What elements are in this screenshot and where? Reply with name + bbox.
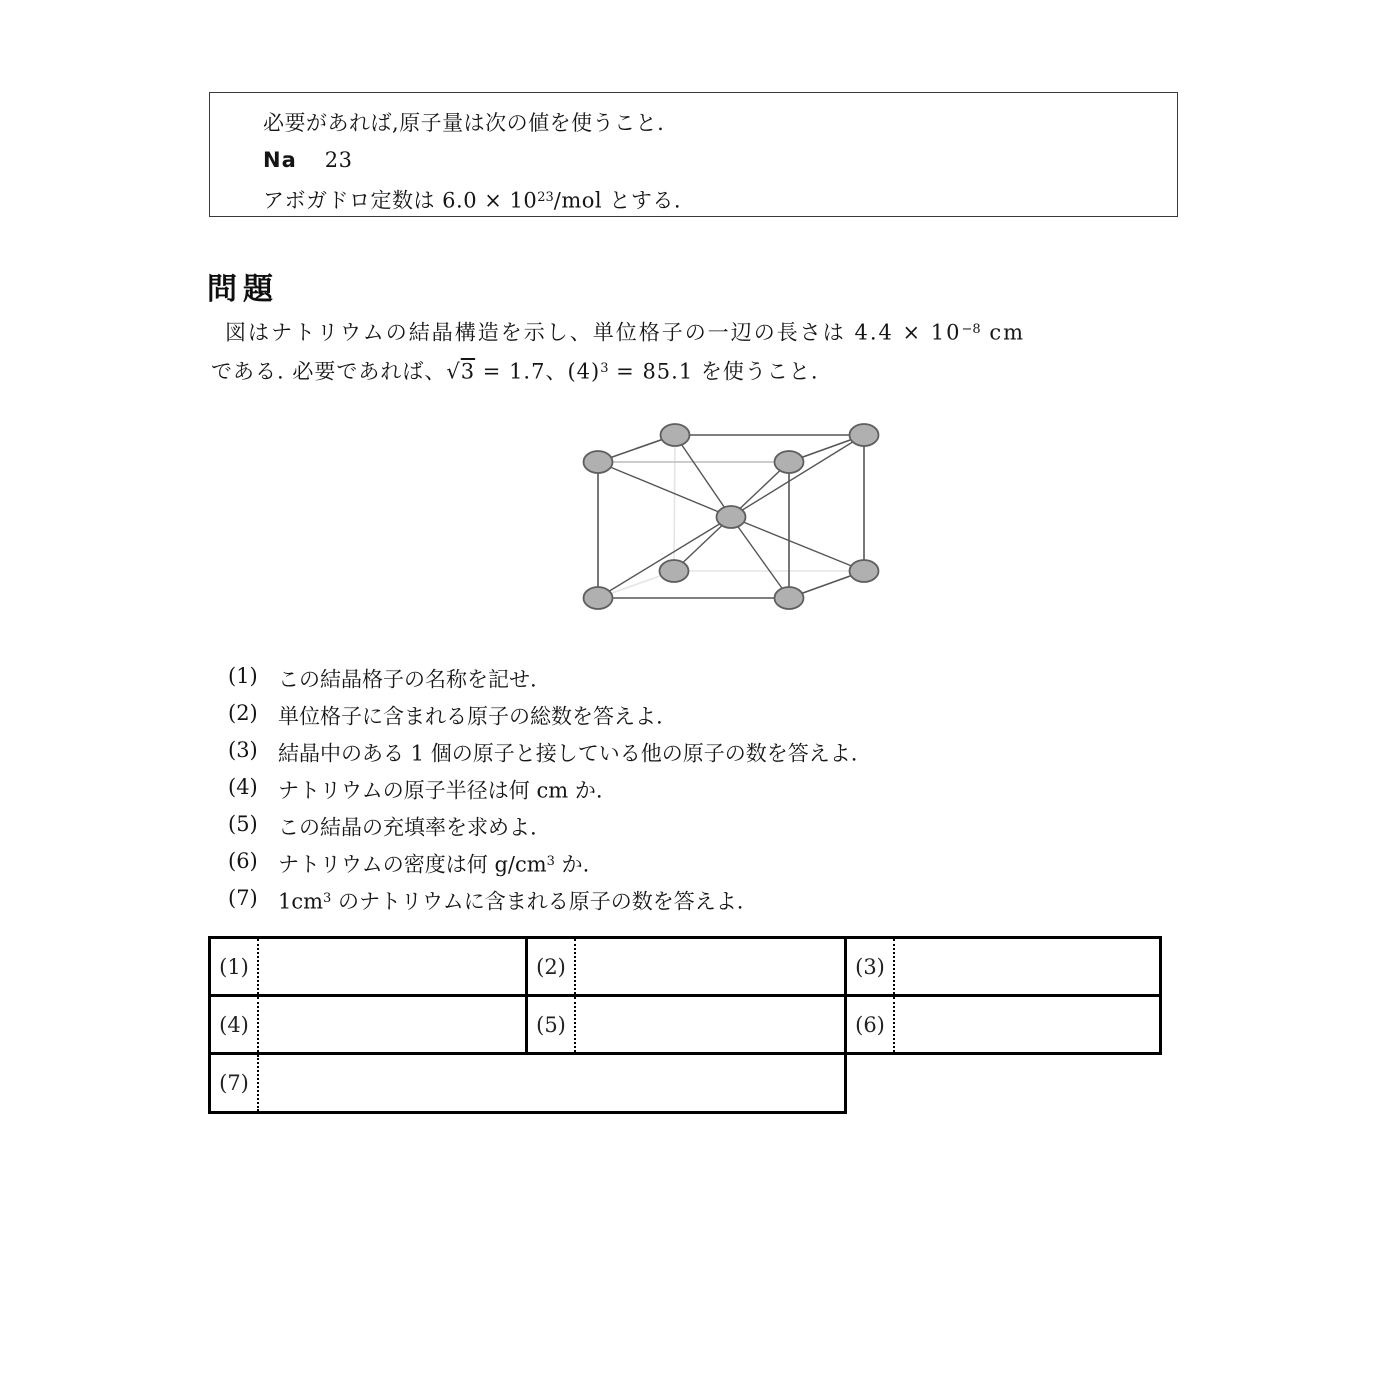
question-number: (4) xyxy=(228,775,258,799)
answer-label-1: (1) xyxy=(219,954,249,979)
sqrt-sign: √ xyxy=(446,359,461,383)
answer-cell-4 xyxy=(210,996,527,1054)
atom-bottom-front-right xyxy=(775,587,804,609)
answer-row-3 xyxy=(210,1054,1161,1113)
dotted-divider xyxy=(574,997,576,1052)
avogadro-exponent: 23 xyxy=(537,190,554,205)
cell-edge-exponent: −8 xyxy=(961,322,981,337)
answer-row-1 xyxy=(210,938,1161,996)
answer-cell-6 xyxy=(846,996,1161,1054)
dotted-divider xyxy=(893,939,895,994)
question-number: (3) xyxy=(228,738,258,762)
question-7: (7) $1cm^3$ のナトリウムに含まれる原子の数を答えよ. xyxy=(228,882,1188,919)
intro-line-2: である. 必要であれば、√3 = 1.7、$(4)^3 = 85.1$ を使うこと. xyxy=(211,359,819,383)
answer-label-3: (3) xyxy=(855,954,885,979)
answer-table-empty-area xyxy=(846,1054,1161,1113)
dotted-divider xyxy=(893,997,895,1052)
answer-label-4: (4) xyxy=(219,1012,249,1037)
question-2: (2) 単位格子に含まれる原子の総数を答えよ. xyxy=(228,697,1188,734)
atomic-mass-notice-box xyxy=(209,92,1178,217)
question-5: (5) この結晶の充填率を求めよ. xyxy=(228,808,1188,845)
element-symbol: Na xyxy=(263,148,297,172)
intro-line-1: 図はナトリウムの結晶構造を示し、単位格子の一辺の長さは $4.4 \times 10^{-8}$ cm xyxy=(225,320,1026,345)
atom-top-back-right xyxy=(850,424,879,446)
notice-line-2 xyxy=(263,142,1177,179)
avogadro-unit: /mol とする. xyxy=(553,188,681,213)
dotted-divider xyxy=(574,939,576,994)
question-6: (6) ナトリウムの密度は何 $g/cm^3$ か. xyxy=(228,845,1188,882)
answer-row-2 xyxy=(210,996,1161,1054)
answer-cell-2 xyxy=(527,938,846,996)
answer-cell-3 xyxy=(846,938,1161,996)
atom-top-back-left xyxy=(661,424,690,446)
avogadro-text: アボガドロ定数は 6.0 × 10 xyxy=(263,188,538,213)
question-number: (5) xyxy=(228,812,258,836)
answer-cell-1 xyxy=(210,938,527,996)
answer-label-2: (2) xyxy=(536,954,566,979)
question-number: (1) xyxy=(228,664,258,688)
atom-top-front-left xyxy=(584,451,613,473)
atom-bottom-back-left xyxy=(660,560,689,582)
atom-bottom-back-right xyxy=(850,560,879,582)
dotted-divider xyxy=(257,1055,259,1111)
question-4: (4) ナトリウムの原子半径は何 cm か. xyxy=(228,771,1188,808)
question-number: (2) xyxy=(228,701,258,725)
answer-label-5: (5) xyxy=(536,1012,566,1037)
question-list xyxy=(228,660,1188,919)
dotted-divider xyxy=(257,997,259,1052)
dotted-divider xyxy=(257,939,259,994)
answer-label-7: (7) xyxy=(219,1071,249,1095)
question-number: (6) xyxy=(228,849,258,873)
cube-exponent: 3 xyxy=(600,360,609,376)
atom-body-center xyxy=(717,506,746,528)
answer-label-6: (6) xyxy=(855,1012,885,1037)
notice-line-3 xyxy=(263,179,1177,220)
question-1: (1) この結晶格子の名称を記せ. xyxy=(228,660,1188,697)
atom-bottom-front-left xyxy=(584,587,613,609)
bcc-lattice-figure xyxy=(540,403,930,638)
sqrt-value: 3 xyxy=(460,359,476,383)
answer-table xyxy=(208,936,1162,1114)
answer-cell-7 xyxy=(210,1054,846,1113)
question-3: (3) 結晶中のある 1 個の原子と接している他の原子の数を答えよ. xyxy=(228,734,1188,771)
page-title: 問題 xyxy=(207,272,279,307)
intro-paragraph xyxy=(211,312,1191,389)
answer-cell-5 xyxy=(527,996,846,1054)
question-number: (7) xyxy=(228,886,258,910)
notice-line-1: 必要があれば,原子量は次の値を使うこと. xyxy=(263,111,665,135)
atom-top-front-right xyxy=(775,451,804,473)
element-mass: 23 xyxy=(324,148,353,172)
